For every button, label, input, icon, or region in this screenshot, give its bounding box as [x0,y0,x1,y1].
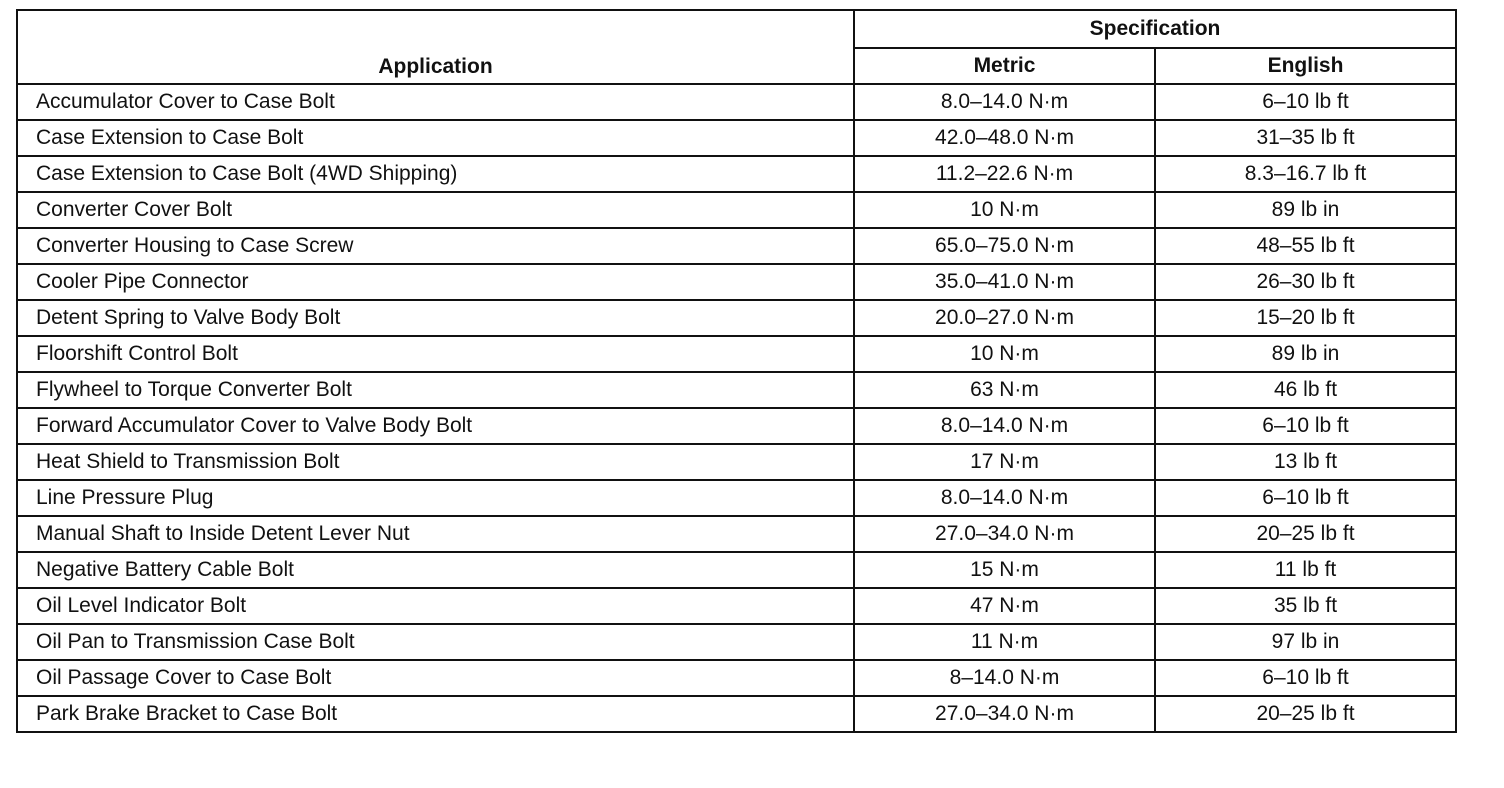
application-cell: Flywheel to Torque Converter Bolt [17,372,854,408]
table-row [17,120,1456,156]
english-cell: 8.3–16.7 lb ft [1155,156,1456,192]
table-header [17,10,1456,84]
table-row [17,192,1456,228]
table-row [17,336,1456,372]
table-row [17,408,1456,444]
english-cell: 35 lb ft [1155,588,1456,624]
table-body [17,84,1456,732]
metric-cell: 8.0–14.0 N·m [854,408,1155,444]
torque-spec-table [16,9,1457,733]
metric-cell: 42.0–48.0 N·m [854,120,1155,156]
application-cell: Case Extension to Case Bolt [17,120,854,156]
application-cell: Oil Pan to Transmission Case Bolt [17,624,854,660]
english-cell: 89 lb in [1155,336,1456,372]
english-cell: 15–20 lb ft [1155,300,1456,336]
table-row [17,516,1456,552]
metric-cell: 20.0–27.0 N·m [854,300,1155,336]
application-cell: Converter Cover Bolt [17,192,854,228]
application-cell: Accumulator Cover to Case Bolt [17,84,854,120]
english-cell: 13 lb ft [1155,444,1456,480]
metric-header: Metric [854,48,1155,84]
table-row [17,480,1456,516]
application-cell: Cooler Pipe Connector [17,264,854,300]
table-row [17,696,1456,732]
metric-cell: 11.2–22.6 N·m [854,156,1155,192]
english-cell: 6–10 lb ft [1155,480,1456,516]
table-row [17,264,1456,300]
specification-header: Specification [854,10,1456,48]
table-row [17,444,1456,480]
metric-cell: 27.0–34.0 N·m [854,696,1155,732]
application-cell: Oil Level Indicator Bolt [17,588,854,624]
metric-cell: 8.0–14.0 N·m [854,84,1155,120]
english-cell: 20–25 lb ft [1155,696,1456,732]
application-cell: Detent Spring to Valve Body Bolt [17,300,854,336]
application-cell: Negative Battery Cable Bolt [17,552,854,588]
table-row [17,300,1456,336]
metric-cell: 8–14.0 N·m [854,660,1155,696]
application-cell: Case Extension to Case Bolt (4WD Shipping) [17,156,854,192]
table-row [17,660,1456,696]
table-row [17,156,1456,192]
table-row [17,588,1456,624]
application-header: Application [17,10,854,84]
metric-cell: 10 N·m [854,336,1155,372]
english-header: English [1155,48,1456,84]
metric-cell: 17 N·m [854,444,1155,480]
application-cell: Oil Passage Cover to Case Bolt [17,660,854,696]
metric-cell: 65.0–75.0 N·m [854,228,1155,264]
table-row [17,84,1456,120]
metric-cell: 10 N·m [854,192,1155,228]
header-row-top [17,10,1456,48]
application-cell: Converter Housing to Case Screw [17,228,854,264]
english-cell: 26–30 lb ft [1155,264,1456,300]
metric-cell: 8.0–14.0 N·m [854,480,1155,516]
english-cell: 11 lb ft [1155,552,1456,588]
metric-cell: 35.0–41.0 N·m [854,264,1155,300]
english-cell: 48–55 lb ft [1155,228,1456,264]
application-cell: Heat Shield to Transmission Bolt [17,444,854,480]
metric-cell: 63 N·m [854,372,1155,408]
application-cell: Forward Accumulator Cover to Valve Body Bolt [17,408,854,444]
application-cell: Manual Shaft to Inside Detent Lever Nut [17,516,854,552]
table-row [17,372,1456,408]
english-cell: 6–10 lb ft [1155,408,1456,444]
metric-cell: 27.0–34.0 N·m [854,516,1155,552]
metric-cell: 11 N·m [854,624,1155,660]
english-cell: 31–35 lb ft [1155,120,1456,156]
table-row [17,624,1456,660]
application-cell: Park Brake Bracket to Case Bolt [17,696,854,732]
metric-cell: 47 N·m [854,588,1155,624]
english-cell: 46 lb ft [1155,372,1456,408]
english-cell: 6–10 lb ft [1155,84,1456,120]
english-cell: 89 lb in [1155,192,1456,228]
application-cell: Line Pressure Plug [17,480,854,516]
table-row [17,228,1456,264]
english-cell: 97 lb in [1155,624,1456,660]
application-cell: Floorshift Control Bolt [17,336,854,372]
metric-cell: 15 N·m [854,552,1155,588]
english-cell: 6–10 lb ft [1155,660,1456,696]
table-row [17,552,1456,588]
english-cell: 20–25 lb ft [1155,516,1456,552]
